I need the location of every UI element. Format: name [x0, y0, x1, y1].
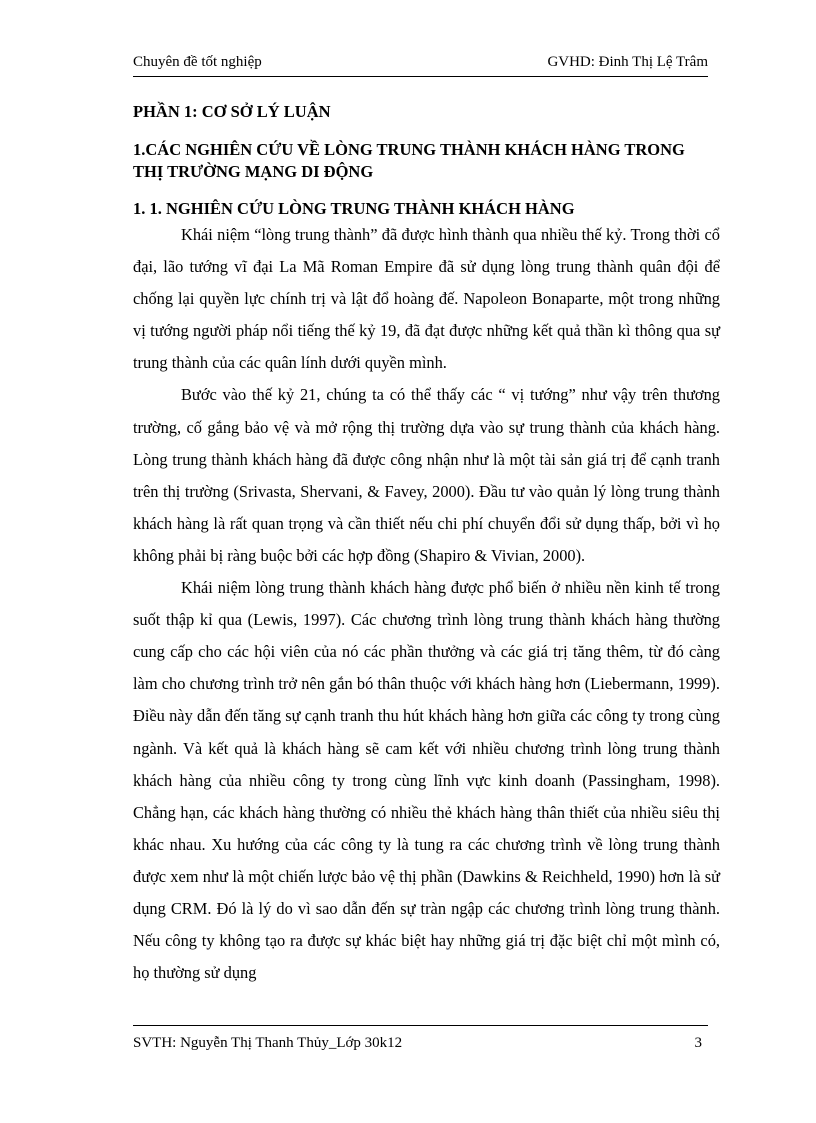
header-right-text: GVHD: Đinh Thị Lệ Trâm	[547, 54, 708, 70]
document-body	[133, 101, 720, 989]
page-footer	[133, 1025, 708, 1051]
paragraph-1: Khái niệm “lòng trung thành” đã được hình thành qua nhiều thế kỷ. Trong thời cổ đại, lão tướng vĩ đại La Mã Roman Empire đã sử dụng lòng trung thành quân đội để chống lại quyền lực chính trị và lật đổ hoàng đế. Napoleon Bonaparte, một trong những vị tướng người pháp nổi tiếng thế kỷ 19, đã đạt được những kết quả thần kì thông qua sự trung thành của các quân lính dưới quyền mình.	[133, 225, 720, 373]
footer-author-text: SVTH: Nguyễn Thị Thanh Thủy_Lớp 30k12	[133, 1035, 403, 1051]
section-title-line-2: THỊ TRƯỜNG MẠNG DI ĐỘNG	[133, 162, 374, 181]
part-title: PHẦN 1: CƠ SỞ LÝ LUẬN	[133, 102, 331, 121]
paragraph-2: Bước vào thế kỷ 21, chúng ta có thể thấy các “ vị tướng” như vậy trên thương trường, cố gắng bảo vệ và mở rộng thị trường dựa vào sự trung thành của khách hàng. Lòng trung thành khách hàng đã được công nhận như là một tài sản giá trị để cạnh tranh trên thị trường (Srivasta, Shervani, & Favey, 2000). Đầu tư vào quản lý lòng trung thành khách hàng là rất quan trọng và cần thiết nếu chi phí chuyển đổi sử dụng thấp, bởi vì họ không phải bị ràng buộc bởi các hợp đồng (Shapiro & Vivian, 2000).	[133, 385, 720, 565]
subsection-title: 1. 1. NGHIÊN CỨU LÒNG TRUNG THÀNH KHÁCH HÀNG	[133, 199, 575, 218]
page-header	[133, 52, 708, 77]
page-number: 3	[694, 1035, 702, 1051]
header-left-text: Chuyên đề tốt nghiệp	[133, 54, 262, 70]
paragraph-3: Khái niệm lòng trung thành khách hàng được phổ biến ở nhiều nền kinh tế trong suốt thập kỉ qua (Lewis, 1997). Các chương trình lòng trung thành khách hàng thường cung cấp cho các hội viên của nó các phần thưởng và các giá trị tăng thêm, từ đó càng làm cho chương trình trở nên gắn bó thân thuộc với khách hàng hơn (Liebermann, 1999). Điều này dẫn đến tăng sự cạnh tranh thu hút khách hàng hơn giữa các công ty trong cùng ngành. Và kết quả là khách hàng sẽ cam kết với nhiều chương trình lòng trung thành khách hàng của nhiều công ty trong cùng lĩnh vực kinh doanh (Passingham, 1998). Chẳng hạn, các khách hàng thường có nhiều thẻ khách hàng thân thiết của nhiều siêu thị khác nhau. Xu hướng của các công ty là tung ra các chương trình về lòng trung thành được xem như là một chiến lược bảo vệ thị phần (Dawkins & Reichheld, 1990) hơn là sử dụng CRM. Đó là lý do vì sao dẫn đến sự tràn ngập các chương trình lòng trung thành. Nếu công ty không tạo ra được sự khác biệt hay những giá trị đặc biệt chỉ một mình có, họ thường sử dụng	[133, 578, 720, 983]
section-title	[133, 139, 720, 183]
section-title-line-1: 1.CÁC NGHIÊN CỨU VỀ LÒNG TRUNG THÀNH KHÁCH HÀNG TRONG	[133, 140, 685, 159]
